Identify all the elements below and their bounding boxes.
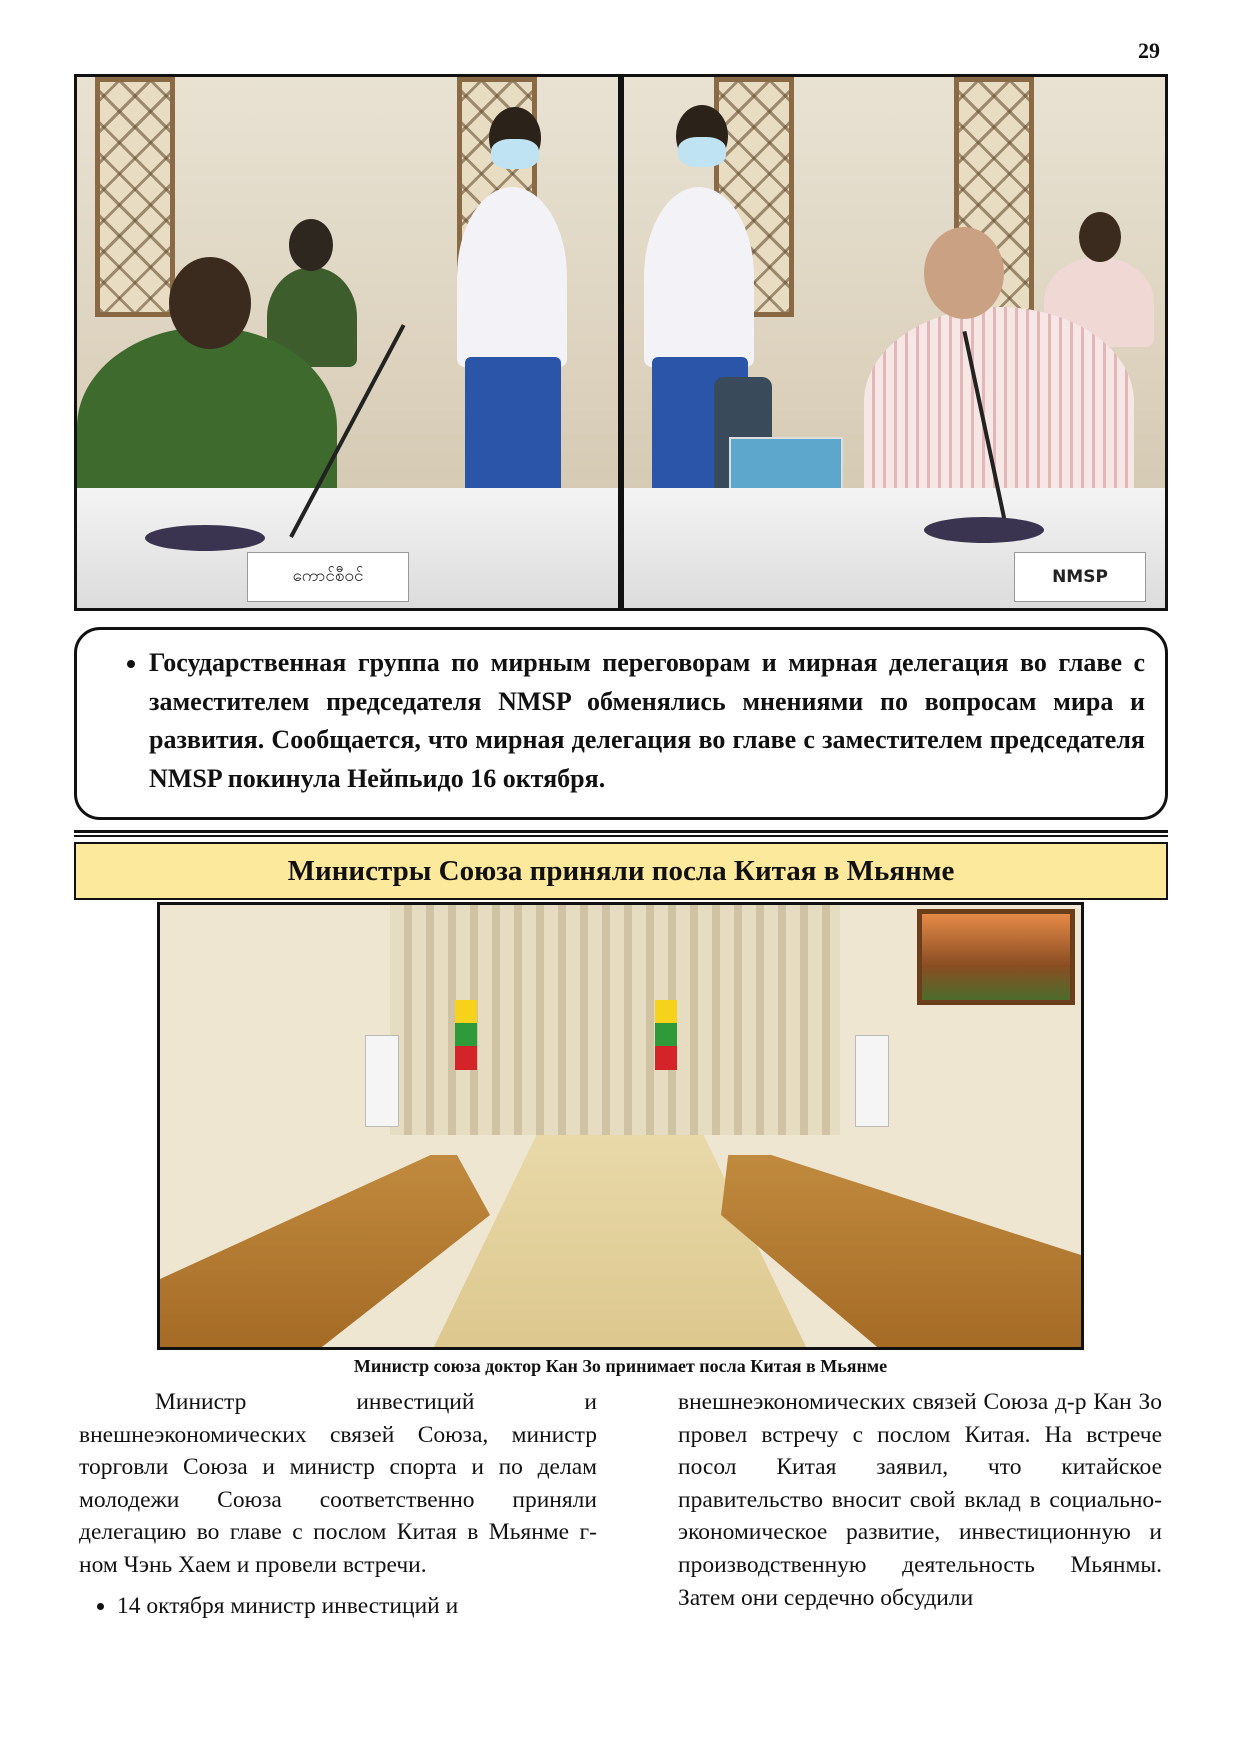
article-paragraph-continued: внешнеэкономических связей Союза д-р Кан Зо провел встречу с послом Китая. На встрече посол Китая заявил, что китайское правительство вносит свой вклад в социально-экономическое развитие, инвестиционную и производственную деятельность Мьянмы. Затем они сердечно обсудили — [678, 1389, 1162, 1611]
delegate-seated — [864, 307, 1134, 497]
microphone-base — [924, 517, 1044, 543]
article-column-left — [79, 1386, 597, 1622]
summary-bullet-box — [74, 627, 1168, 820]
conference-table-left — [160, 1155, 490, 1350]
article-list — [79, 1590, 597, 1623]
air-conditioner — [855, 1035, 889, 1127]
microphone-base — [145, 525, 265, 551]
flag — [455, 1000, 477, 1070]
man-background-head — [1079, 212, 1121, 262]
photo-signing-military-officer — [77, 77, 618, 608]
article-paragraph: Министр инвестиций и внешнеэкономических связей Союза, министр торговли Союза и министр спорта и по делам молодежи Союза соответственно приняли делегацию во главе с послом Китая в Мьянме г-ном Чэнь Хаем и провели встречи. — [79, 1389, 597, 1578]
hostess-figure — [457, 187, 567, 367]
face-mask — [678, 137, 726, 167]
photo-nmsp-delegate — [624, 77, 1165, 608]
nameplate-right: NMSP — [1014, 552, 1146, 602]
meeting-photo — [157, 902, 1084, 1350]
hostess-figure — [644, 187, 754, 367]
article-column-right — [678, 1386, 1162, 1614]
page-number: 29 — [1138, 38, 1160, 63]
officer-signing-head — [169, 257, 251, 349]
flag — [655, 1000, 677, 1070]
officer-background-head — [289, 219, 333, 271]
summary-list — [97, 644, 1145, 798]
nameplate-left: ကောင်စီဝင် — [247, 552, 409, 602]
face-mask — [491, 139, 539, 169]
summary-bullet-text: • Государственная группа по мирным переговорам и мирная делегация во главе с заместителем председателя NMSP обменялись мнениями по вопросам мира и развития. Сообщается, что мирная делегация во главе с заместителем председателя NMSP покинула Нейпьидо 16 октября. — [149, 644, 1145, 798]
wall-painting — [917, 909, 1075, 1005]
photo-caption: Министр союза доктор Кан Зо принимает посла Китая в Мьянме — [353, 1356, 888, 1376]
delegate-head — [924, 227, 1004, 319]
top-photo-strip — [74, 74, 1168, 611]
lattice-screen — [95, 77, 175, 317]
air-conditioner — [365, 1035, 399, 1127]
section-divider — [74, 830, 1168, 837]
article-bullet: • 14 октября министр инвестиций и — [117, 1590, 597, 1623]
section-title: Министры Союза приняли посла Китая в Мьянме — [74, 842, 1168, 900]
